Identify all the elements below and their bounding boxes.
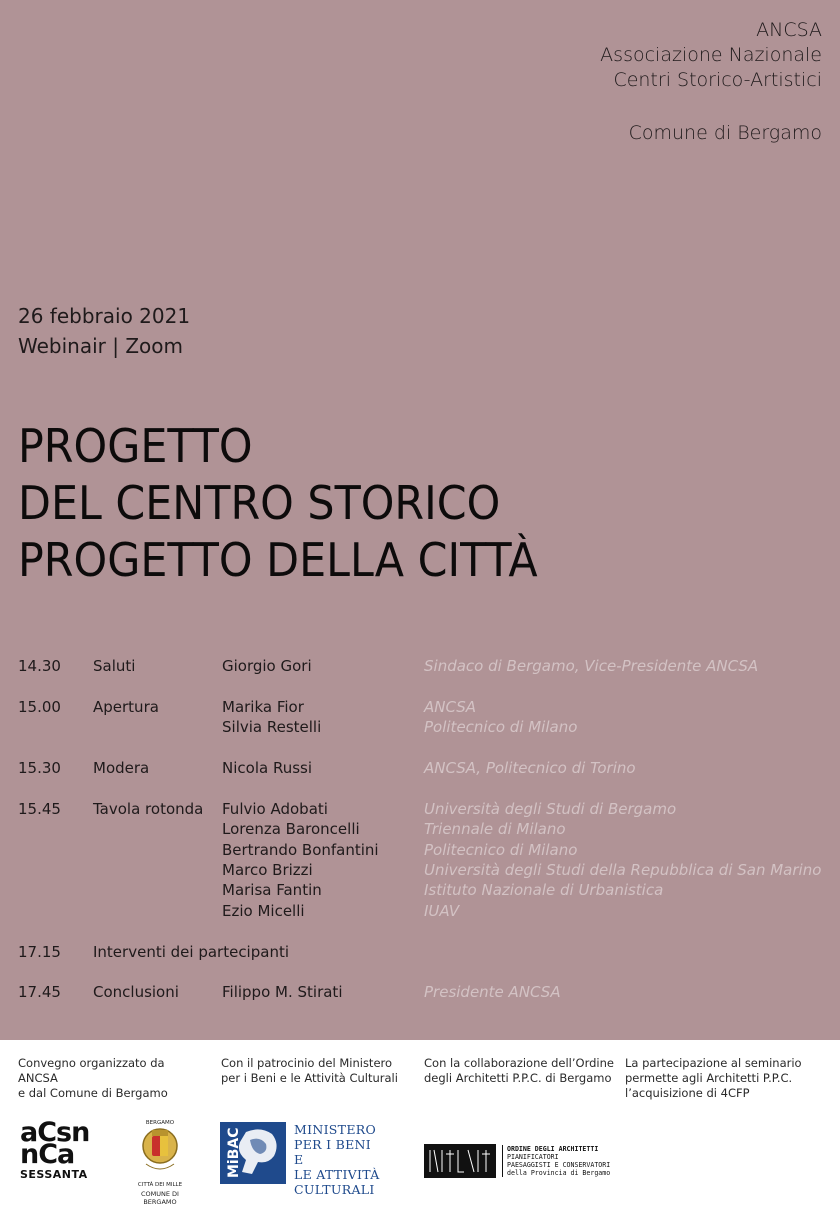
footer-text: e dal Comune di Bergamo bbox=[18, 1086, 168, 1100]
mibac-mark-text: MiBAC bbox=[226, 1127, 242, 1178]
organizer-acronym: ANCSA bbox=[756, 19, 822, 41]
organizer-block bbox=[600, 18, 822, 146]
ancsa-logo-mid: nCa bbox=[20, 1139, 75, 1170]
title-line-1: PROGETTO bbox=[18, 419, 253, 473]
organizer-name-line-2: Centri Storico-Artistici bbox=[613, 69, 822, 91]
speaker-name: Fulvio Adobati bbox=[222, 799, 328, 818]
speaker-role: ANCSA bbox=[424, 697, 477, 716]
mibac-line: MINISTERO bbox=[294, 1122, 376, 1137]
title-line-3: PROGETTO DELLA CITTÀ bbox=[18, 533, 538, 587]
speaker-role: Politecnico di Milano bbox=[424, 840, 578, 859]
program-time: 14.30 bbox=[18, 657, 61, 675]
ancsa-sessanta-logo bbox=[20, 1117, 92, 1184]
event-date: 26 febbraio 2021 bbox=[18, 304, 191, 328]
mibac-logo bbox=[220, 1122, 380, 1197]
organizer-comune: Comune di Bergamo bbox=[628, 122, 822, 144]
speaker-name: Filippo M. Stirati bbox=[222, 983, 343, 1002]
ordine-line: ORDINE DEGLI ARCHITETTI bbox=[507, 1145, 599, 1153]
speaker-role: ANCSA, Politecnico di Torino bbox=[424, 759, 636, 777]
program-time: 17.15 bbox=[18, 942, 61, 961]
program-activity: Saluti bbox=[93, 657, 136, 675]
mibac-line: CULTURALI bbox=[294, 1182, 375, 1197]
speaker-names bbox=[222, 758, 312, 778]
bergamo-crest-icon bbox=[138, 1126, 182, 1178]
mibac-line: LE ATTIVITÀ bbox=[294, 1167, 380, 1182]
program-time: 17.45 bbox=[18, 983, 61, 1002]
footer-patronage bbox=[221, 1056, 411, 1086]
footer-text: permette agli Architetti P.P.C. bbox=[625, 1071, 793, 1085]
speaker-name: Bertrando Bonfantini bbox=[222, 840, 379, 859]
footer-collaboration bbox=[424, 1056, 614, 1086]
speaker-roles bbox=[424, 697, 577, 738]
ordine-architetti-logo bbox=[424, 1144, 624, 1178]
footer-text: per i Beni e le Attività Culturali bbox=[221, 1071, 398, 1085]
speaker-roles bbox=[424, 758, 636, 778]
speaker-role: Triennale di Milano bbox=[424, 820, 566, 839]
speaker-role: Sindaco di Bergamo, Vice-Presidente ANCSA bbox=[424, 657, 759, 675]
event-info bbox=[18, 301, 190, 361]
ancsa-logo-sessanta: SESSANTA bbox=[20, 1168, 88, 1181]
speaker-role: IUAV bbox=[424, 901, 460, 920]
ordine-wordmark bbox=[502, 1145, 610, 1177]
footer-text: degli Architetti P.P.C. di Bergamo bbox=[424, 1071, 612, 1085]
ordine-mark-icon bbox=[424, 1144, 496, 1178]
program-time: 15.00 bbox=[18, 697, 61, 716]
speaker-role: Presidente ANCSA bbox=[424, 983, 561, 1002]
program-activity: Conclusioni bbox=[93, 983, 179, 1002]
organizer-name-line-1: Associazione Nazionale bbox=[600, 44, 822, 66]
speaker-names bbox=[222, 656, 312, 676]
ancsa-logo-top: aCsn bbox=[20, 1117, 90, 1148]
footer-organized-by bbox=[18, 1056, 208, 1101]
speaker-role: Università degli Studi di Bergamo bbox=[424, 799, 677, 818]
footer-text: l’acquisizione di 4CFP bbox=[625, 1086, 750, 1100]
footer-text: Con la collaborazione dell’Ordine bbox=[424, 1056, 614, 1070]
ordine-line: PAESAGGISTI E CONSERVATORI bbox=[507, 1161, 611, 1169]
speaker-role: Università degli Studi della Repubblica di San Marino bbox=[424, 861, 822, 880]
title-line-2: DEL CENTRO STORICO bbox=[18, 476, 501, 530]
speaker-name: Ezio Micelli bbox=[222, 901, 305, 920]
bergamo-logo-top: BERGAMO bbox=[145, 1120, 175, 1126]
speaker-roles bbox=[424, 656, 758, 676]
program-activity: Apertura bbox=[93, 697, 159, 716]
event-venue: Webinair | Zoom bbox=[18, 334, 183, 358]
program-time: 15.45 bbox=[18, 799, 61, 818]
speaker-role: Istituto Nazionale di Urbanistica bbox=[424, 881, 664, 900]
speaker-name: Silvia Restelli bbox=[222, 718, 322, 737]
speaker-role: Politecnico di Milano bbox=[424, 718, 578, 737]
footer-text: Convegno organizzato da ANCSA bbox=[18, 1056, 165, 1085]
speaker-names bbox=[222, 799, 379, 921]
ordine-line: PIANIFICATORI bbox=[507, 1153, 559, 1161]
speaker-name: Giorgio Gori bbox=[222, 657, 312, 675]
speaker-names bbox=[222, 697, 321, 738]
footer-text: La partecipazione al seminario bbox=[625, 1056, 802, 1070]
program-time: 15.30 bbox=[18, 759, 61, 777]
footer-credits bbox=[625, 1056, 815, 1101]
speaker-name: Lorenza Baroncelli bbox=[222, 820, 360, 839]
program-activity: Tavola rotonda bbox=[93, 799, 204, 818]
mibac-mark-icon bbox=[220, 1122, 286, 1184]
speaker-roles bbox=[424, 982, 561, 1002]
speaker-name: Nicola Russi bbox=[222, 759, 312, 777]
footer bbox=[0, 1040, 840, 1206]
program-activity: Modera bbox=[93, 759, 150, 777]
mibac-line: PER I BENI E bbox=[294, 1137, 372, 1167]
bergamo-logo-bottom: COMUNE DI BERGAMO bbox=[141, 1190, 179, 1206]
event-title bbox=[18, 418, 577, 589]
speaker-roles bbox=[424, 799, 821, 921]
speaker-name: Marco Brizzi bbox=[222, 861, 313, 880]
bergamo-logo-motto: CITTÀ DEI MILLE bbox=[137, 1182, 183, 1188]
speaker-name: Marisa Fantin bbox=[222, 881, 322, 900]
ordine-line: della Provincia di Bergamo bbox=[507, 1169, 611, 1177]
footer-text: Con il patrocinio del Ministero bbox=[221, 1056, 393, 1070]
speaker-name: Marika Fior bbox=[222, 697, 304, 716]
mibac-wordmark bbox=[294, 1122, 380, 1197]
speaker-names bbox=[222, 982, 342, 1002]
program-activity: Interventi dei partecipanti bbox=[93, 942, 289, 961]
comune-bergamo-logo bbox=[128, 1120, 192, 1206]
